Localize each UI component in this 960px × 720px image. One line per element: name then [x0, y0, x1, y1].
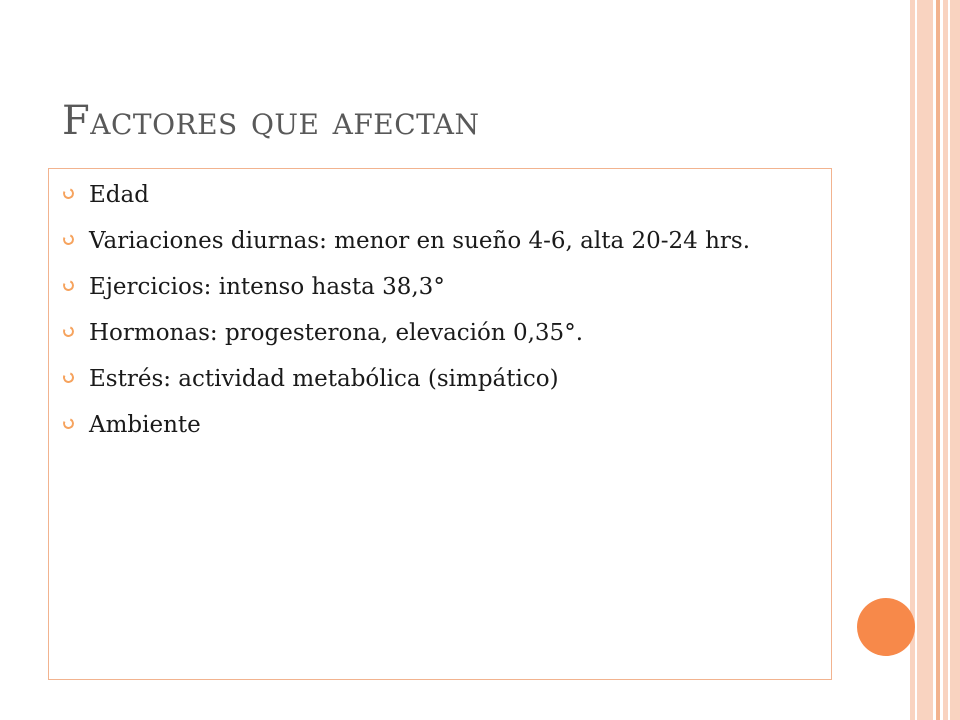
bullet-text: Hormonas: progesterona, elevación 0,35°. — [89, 320, 584, 346]
bullet-item — [63, 271, 823, 303]
content-box — [48, 168, 832, 680]
bullet-item — [63, 179, 823, 211]
decorative-stripes — [910, 0, 960, 720]
bullet-icon — [61, 416, 75, 430]
bullet-list — [63, 179, 823, 455]
bullet-item — [63, 409, 823, 441]
bullet-icon — [61, 370, 75, 384]
bullet-icon — [61, 324, 75, 338]
bullet-icon — [61, 278, 75, 292]
accent-circle — [857, 598, 915, 656]
bullet-icon — [61, 186, 75, 200]
stripe — [917, 0, 933, 720]
stripe — [943, 0, 948, 720]
stripe — [950, 0, 960, 720]
bullet-text: Ambiente — [89, 412, 201, 438]
bullet-text: Ejercicios: intenso hasta 38,3° — [89, 274, 445, 300]
bullet-icon — [61, 232, 75, 246]
bullet-item — [63, 317, 823, 349]
slide-title: Factores que afectan — [62, 98, 480, 144]
bullet-item — [63, 363, 823, 395]
bullet-item — [63, 225, 823, 257]
bullet-text: Variaciones diurnas: menor en sueño 4-6, alta 20-24 hrs. — [89, 228, 751, 254]
bullet-text: Edad — [89, 182, 149, 208]
stripe — [936, 0, 940, 720]
bullet-text: Estrés: actividad metabólica (simpático) — [89, 366, 559, 392]
